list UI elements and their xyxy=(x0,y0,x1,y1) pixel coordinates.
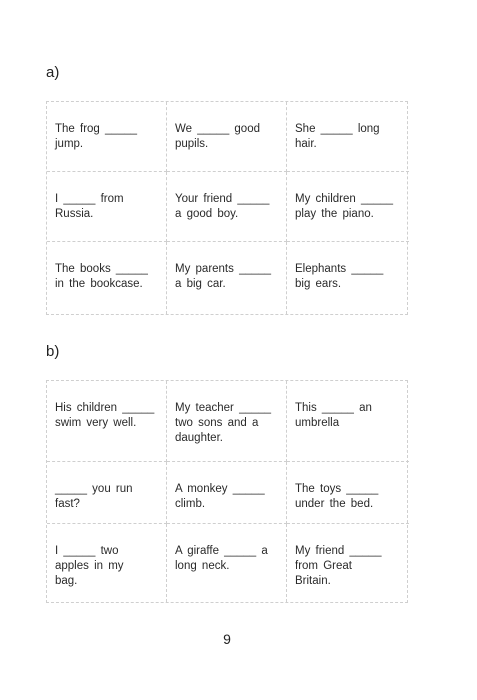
exercise-cell: I _____ two apples in my bag. xyxy=(47,524,167,602)
page-number: 9 xyxy=(223,631,231,647)
exercise-cell: My teacher _____ two sons and a daughter. xyxy=(167,381,287,462)
exercise-cell: I _____ from Russia. xyxy=(47,172,167,242)
exercise-cell: She _____ long hair. xyxy=(287,102,409,172)
section-a-label: a) xyxy=(46,64,60,81)
section-b-label: b) xyxy=(46,343,60,360)
exercise-grid-a xyxy=(46,101,408,315)
exercise-cell: My parents _____ a big car. xyxy=(167,242,287,314)
exercise-cell: The books _____ in the bookcase. xyxy=(47,242,167,314)
exercise-cell: Your friend _____ a good boy. xyxy=(167,172,287,242)
exercise-grid-b xyxy=(46,380,408,603)
exercise-cell: My children _____ play the piano. xyxy=(287,172,409,242)
exercise-cell: We _____ good pupils. xyxy=(167,102,287,172)
exercise-cell: _____ you run fast? xyxy=(47,462,167,524)
exercise-cell: A monkey _____ climb. xyxy=(167,462,287,524)
exercise-cell: My friend _____ from Great Britain. xyxy=(295,545,382,587)
exercise-cell: This _____ an umbrella xyxy=(287,381,409,462)
exercise-cell: Elephants _____ big ears. xyxy=(295,263,384,290)
exercise-cell: The toys _____ under the bed. xyxy=(287,462,409,524)
exercise-cell: A giraffe _____ a long neck. xyxy=(167,524,287,602)
exercise-cell: The frog _____ jump. xyxy=(47,102,167,172)
exercise-cell: His children _____ swim very well. xyxy=(47,381,167,462)
